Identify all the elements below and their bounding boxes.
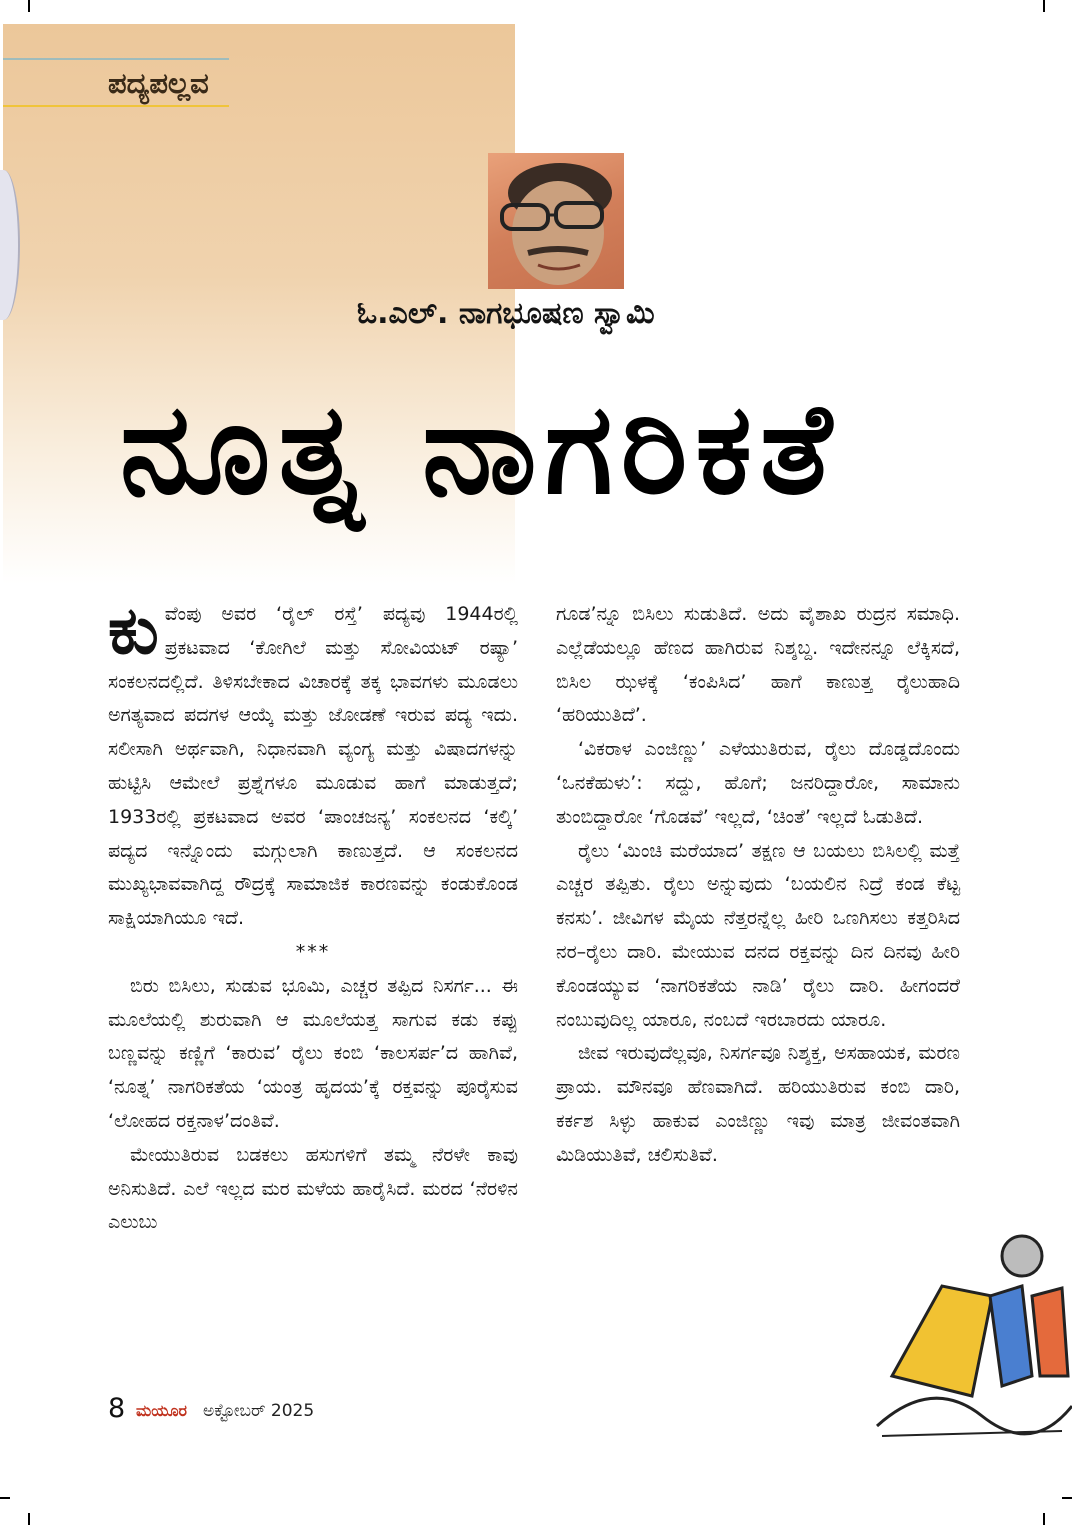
section-separator: *** [295, 940, 331, 963]
paragraph: ‘ವಿಕರಾಳ ಎಂಜಿಣ್ಣು’ ಎಳೆಯುತಿರುವ, ರೈಲು ದೊಡ್ಡದೊಂದು ‘ಒನಕೆಹುಳು’: ಸದ್ದು, ಹೊಗೆ; ಜನರಿದ್ದಾರೋ, ಸಾಮಾನು ತುಂಬಿದ್ದಾರೋ ‘ಗೊಡವೆ’ ಇಲ್ಲದೆ, ‘ಚಿಂತೆ’ ಇಲ್ಲದೆ ಓಡುತಿದೆ. [556, 738, 960, 828]
paragraph: ಗೂಡ’ನ್ನೂ ಬಿಸಿಲು ಸುಡುತಿದೆ. ಅದು ವೈಶಾಖ ರುದ್ರನ ಸಮಾಧಿ. ಎಲ್ಲೆಡೆಯಲ್ಲೂ ಹೆಣದ ಹಾಗಿರುವ ನಿಶ್ಶಬ್ದ. ಇದೇನನ್ನೂ ಲೆಕ್ಕಿಸದೆ, ಬಿಸಿಲ ಝಳಕ್ಕೆ ‘ಕಂಪಿಸಿದ’ ಹಾಗೆ ಕಾಣುತ್ತ ರೈಲುಹಾದಿ ‘ಹರಿಯುತಿದೆ’. [556, 603, 960, 727]
author-photo [488, 153, 624, 289]
train-illustration [872, 1226, 1072, 1456]
paragraph: ರೈಲು ‘ಮಿಂಚಿ ಮರೆಯಾದ’ ತಕ್ಷಣ ಆ ಬಯಲು ಬಿಸಿಲಲ್ಲಿ ಮತ್ತೆ ಎಚ್ಚರ ತಪ್ಪಿತು. ರೈಲು ಅನ್ನುವುದು ‘ಬಯಲಿನ ನಿದ್ರೆ ಕಂಡ ಕೆಟ್ಟ ಕನಸು’. ಜೀವಿಗಳ ಮೈಯ ನೆತ್ತರನ್ನೆಲ್ಲ ಹೀರಿ ಒಣಗಿಸಲು ಕತ್ತರಿಸಿದ ನರ–ರೈಲು ದಾರಿ. ಮೇಯುವ ದನದ ರಕ್ತವನ್ನು ದಿನ ದಿನವು ಹೀರಿ ಕೊಂಡಯ್ಯುವ ‘ನಾಗರಿಕತೆಯ ನಾಡಿ’ ರೈಲು ದಾರಿ. ಹೀಗಂದರೆ ನಂಬುವುದಿಲ್ಲ ಯಾರೂ, ನಂಬದೆ ಇರಬಾರದು ಯಾರೂ. [556, 839, 960, 1031]
crop-mark [1043, 0, 1045, 12]
page-number: 8 [108, 1393, 126, 1424]
crop-mark [28, 0, 30, 12]
paragraph: ವೆಂಪು ಅವರ ‘ರೈಲ್ ರಸ್ತೆ’ ಪದ್ಯವು 1944ರಲ್ಲಿ ಪ್ರಕಟವಾದ ‘ಕೋಗಿಲೆ ಮತ್ತು ಸೋವಿಯಟ್ ರಷ್ಯಾ’ ಸಂಕಲನದಲ್ಲಿದೆ. ತಿಳಿಸಬೇಕಾದ ವಿಚಾರಕ್ಕೆ ತಕ್ಕ ಭಾವಗಳು ಮೂಡಲು ಅಗತ್ಯವಾದ ಪದಗಳ ಆಯ್ಕೆ ಮತ್ತು ಜೋಡಣೆ ಇರುವ ಪದ್ಯ ಇದು. ಸಲೀಸಾಗಿ ಅರ್ಥವಾಗಿ, ನಿಧಾನವಾಗಿ ವ್ಯಂಗ್ಯ ಮತ್ತು ವಿಷಾದಗಳನ್ನು ಹುಟ್ಟಿಸಿ ಆಮೇಲೆ ಪ್ರಶ್ನೆಗಳೂ ಮೂಡುವ ಹಾಗೆ ಮಾಡುತ್ತದೆ; 1933ರಲ್ಲಿ ಪ್ರಕಟವಾದ ಅವರ ‘ಪಾಂಚಜನ್ಯ’ ಸಂಕಲನದ ‘ಕಲ್ಕಿ’ ಪದ್ಯದ ಇನ್ನೊಂದು ಮಗ್ಗುಲಾಗಿ ಕಾಣುತ್ತದೆ. ಆ ಸಂಕಲನದ ಮುಖ್ಯಭಾವವಾಗಿದ್ದ ರೌದ್ರಕ್ಕೆ ಸಾಮಾಜಿಕ ಕಾರಣವನ್ನು ಕಂಡುಕೊಂಡ ಸಾಕ್ಷಿಯಾಗಿಯೂ ಇದೆ. [108, 603, 518, 930]
paragraph: ಮೇಯುತಿರುವ ಬಡಕಲು ಹಸುಗಳಿಗೆ ತಮ್ಮ ನೆರಳೇ ಕಾವು ಅನಿಸುತಿದೆ. ಎಲೆ ಇಲ್ಲದ ಮರ ಮಳೆಯ ಹಾರೈಸಿದೆ. ಮರದ ‘ನೆರಳಿನ ಎಲುಬು [108, 1143, 518, 1234]
drop-cap: ಕು [108, 592, 159, 669]
crop-mark [1062, 1497, 1072, 1499]
paragraph: ಜೀವ ಇರುವುದೆಲ್ಲವೂ, ನಿಸರ್ಗವೂ ನಿಶ್ಶಕ್ತ, ಅಸಹಾಯಕ, ಮರಣ ಪ್ರಾಯ. ಮೌನವೂ ಹೆಣವಾಗಿದೆ. ಹರಿಯುತಿರುವ ಕಂಬಿ ದಾರಿ, ಕರ್ಕಶ ಸಿಳ್ಳು ಹಾಕುವ ಎಂಜಿಣ್ಣು ಇವು ಮಾತ್ರ ಜೀವಂತವಾಗಿ ಮಿಡಿಯುತಿವೆ, ಚಲಿಸುತಿವೆ. [556, 1042, 960, 1166]
header-rule-teal [3, 58, 229, 60]
section-label: ಪದ್ಯಪಲ್ಲವ [108, 66, 209, 100]
magazine-logo: ಮಯೂರ [136, 1401, 188, 1420]
crop-mark [0, 1497, 10, 1499]
article-column-left [108, 592, 518, 1240]
crop-mark [1043, 1513, 1045, 1525]
issue-date: ಅಕ್ಟೋಬರ್ 2025 [203, 1401, 315, 1421]
article-title: ನೂತ್ನ ನಾಗರಿಕತೆ [120, 375, 840, 522]
paragraph: ಬಿರು ಬಿಸಿಲು, ಸುಡುವ ಭೂಮಿ, ಎಚ್ಚರ ತಪ್ಪಿದ ನಿಸರ್ಗ... ಈ ಮೂಲೆಯಲ್ಲಿ ಶುರುವಾಗಿ ಆ ಮೂಲೆಯತ್ತ ಸಾಗುವ ಕಡು ಕಪ್ಪು ಬಣ್ಣವನ್ನು ಕಣ್ಣಿಗೆ ‘ಕಾರುವ’ ರೈಲು ಕಂಬಿ ‘ಕಾಲಸರ್ಪ’ದ ಹಾಗಿವೆ, ‘ನೂತ್ನ’ ನಾಗರಿಕತೆಯ ‘ಯಂತ್ರ ಹೃದಯ’ಕ್ಕೆ ರಕ್ತವನ್ನು ಪೂರೈಸುವ ‘ಲೋಹದ ರಕ್ತನಾಳ’ದಂತಿವೆ. [108, 974, 518, 1132]
article-column-right [556, 598, 960, 1173]
header-rule-yellow [3, 105, 229, 107]
author-name: ಓ.ಎಲ್. ನಾಗಭೂಷಣ ಸ್ವಾಮಿ [357, 296, 655, 331]
crop-mark [28, 1513, 30, 1525]
